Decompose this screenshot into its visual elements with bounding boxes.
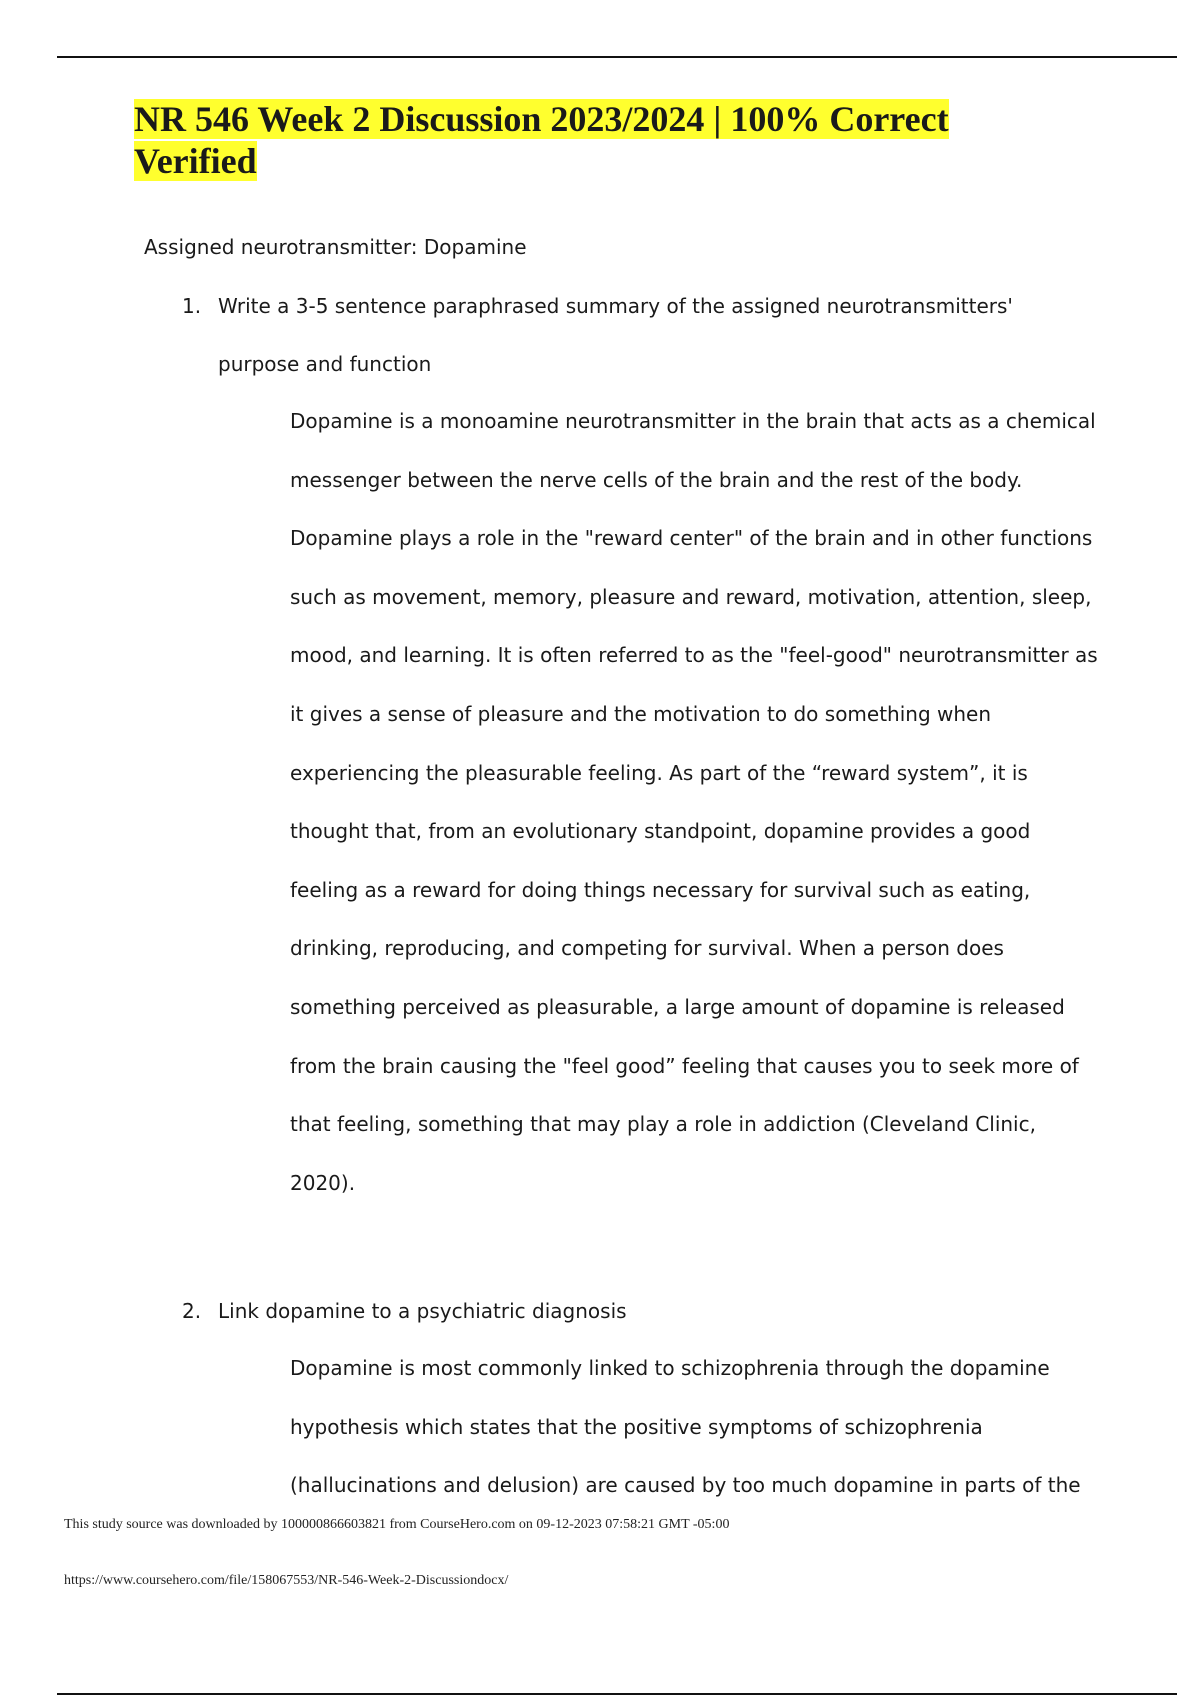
question-1-answer: Dopamine is a monoamine neurotransmitter in the brain that acts as a chemical messenger between the nerve cells of the brain and the rest of the body. Dopamine plays a role in the "reward center" of the brain and in other functions such as movement, memory, pleasure and reward, motivation, attention, sleep, mood, and learning. It is often referred to as the "feel-good" neurotransmitter as it gives a sense of pleasure and the motivation to do something when experiencing the pleasurable feeling. As part of the “reward system”, it is thought that, from an evolutionary standpoint, dopamine provides a good feeling as a reward for doing things necessary for survival such as eating, drinking, reproducing, and competing for survival. When a person does something perceived as pleasurable, a large amount of dopamine is released from the brain causing the "feel good” feeling that causes you to seek more of that feeling, something that may play a role in addiction (Cleveland Clinic, 2020). (290, 409, 1098, 1195)
question-text: Link dopamine to a psychiatric diagnosis (218, 1299, 627, 1323)
assigned-neurotransmitter: Assigned neurotransmitter: Dopamine (144, 235, 527, 259)
top-rule (57, 56, 1177, 58)
question-number: 1. (182, 294, 202, 318)
download-notice: This study source was downloaded by 100000866603821 from CourseHero.com on 09-12-2023 07:58:21 GMT -05:00 (64, 1517, 730, 1532)
bottom-rule (57, 1693, 1177, 1695)
source-url[interactable]: https://www.coursehero.com/file/158067553/NR-546-Week-2-Discussiondocx/ (64, 1573, 509, 1588)
question-text: Write a 3-5 sentence paraphrased summary of the assigned neurotransmitters' (218, 294, 1013, 318)
document-title: NR 546 Week 2 Discussion 2023/2024 | 100% Correct Verified (134, 99, 949, 181)
question-number: 2. (182, 1299, 202, 1323)
question-text-cont: purpose and function (218, 352, 432, 376)
question-2-answer: Dopamine is most commonly linked to schizophrenia through the dopamine hypothesis which states that the positive symptoms of schizophrenia (hallucinations and delusion) are caused by too much dopamine in parts of the (290, 1356, 1081, 1498)
